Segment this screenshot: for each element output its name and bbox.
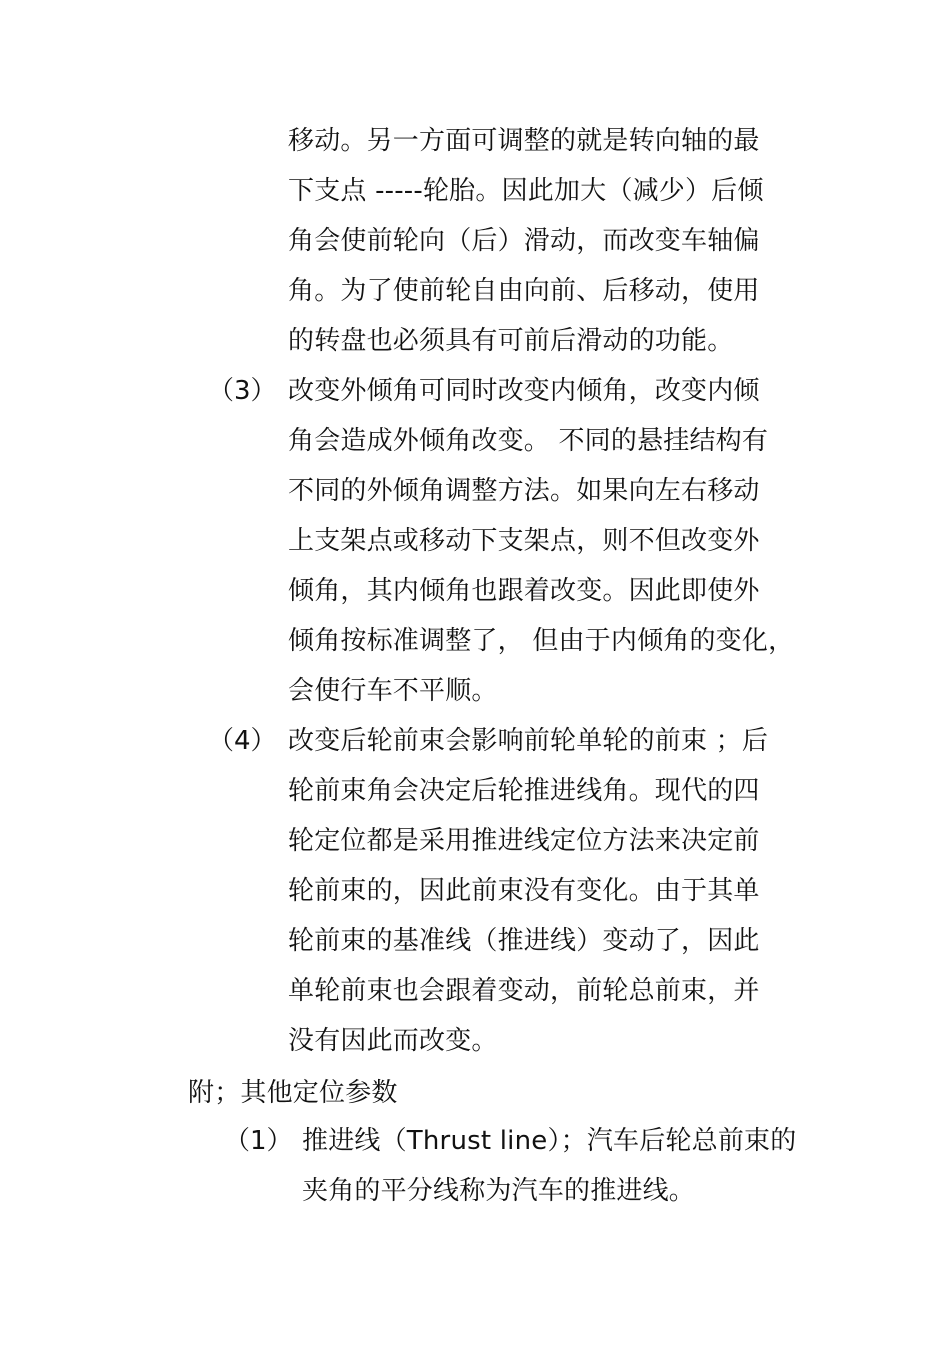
intro-line: 角。为了使前轮自由向前、后移动，使用 (288, 276, 760, 306)
intro-line: 移动。另一方面可调整的就是转向轴的最 (288, 126, 760, 156)
item-4-line: 轮前束的基准线（推进线）变动了，因此 (288, 926, 760, 956)
item-3-line: 倾角，其内倾角也跟着改变。因此即使外 (288, 576, 760, 606)
item-3-line: 上支架点或移动下支架点，则不但改变外 (288, 526, 760, 556)
item-4-line: 轮定位都是采用推进线定位方法来决定前 (288, 826, 760, 856)
appendix-item-1-marker: （1） (224, 1126, 293, 1156)
intro-line: 角会使前轮向（后）滑动，而改变车轴偏 (288, 226, 760, 256)
item-4-marker: （4） (208, 726, 277, 756)
item-3-line: 不同的外倾角调整方法。如果向左右移动 (288, 476, 760, 506)
intro-line: 下支点 -----轮胎。因此加大（减少）后倾 (288, 176, 764, 206)
item-4-line: 轮前束的，因此前束没有变化。由于其单 (288, 876, 760, 906)
item-3-line: 倾角按标准调整了， 但由于内倾角的变化， (288, 626, 795, 656)
item-4-line: 改变后轮前束会影响前轮单轮的前束 ；后 (288, 726, 769, 756)
item-4-line: 轮前束角会决定后轮推进线角。现代的四 (288, 776, 760, 806)
item-4-line: 单轮前束也会跟着变动，前轮总前束，并 (288, 976, 760, 1006)
item-4-line: 没有因此而改变。 (288, 1026, 498, 1056)
item-3-marker: （3） (208, 376, 277, 406)
appendix-item-1-line: 推进线（Thrust line）；汽车后轮总前束的 (302, 1126, 797, 1156)
intro-line: 的转盘也必须具有可前后滑动的功能。 (288, 326, 734, 356)
item-3-line: 角会造成外倾角改变。 不同的悬挂结构有 (288, 426, 769, 456)
appendix-heading: 附；其他定位参数 (188, 1078, 398, 1108)
item-3-line: 会使行车不平顺。 (288, 676, 498, 706)
item-3-line: 改变外倾角可同时改变内倾角，改变内倾 (288, 376, 760, 406)
appendix-item-1-line: 夹角的平分线称为汽车的推进线。 (302, 1176, 696, 1206)
